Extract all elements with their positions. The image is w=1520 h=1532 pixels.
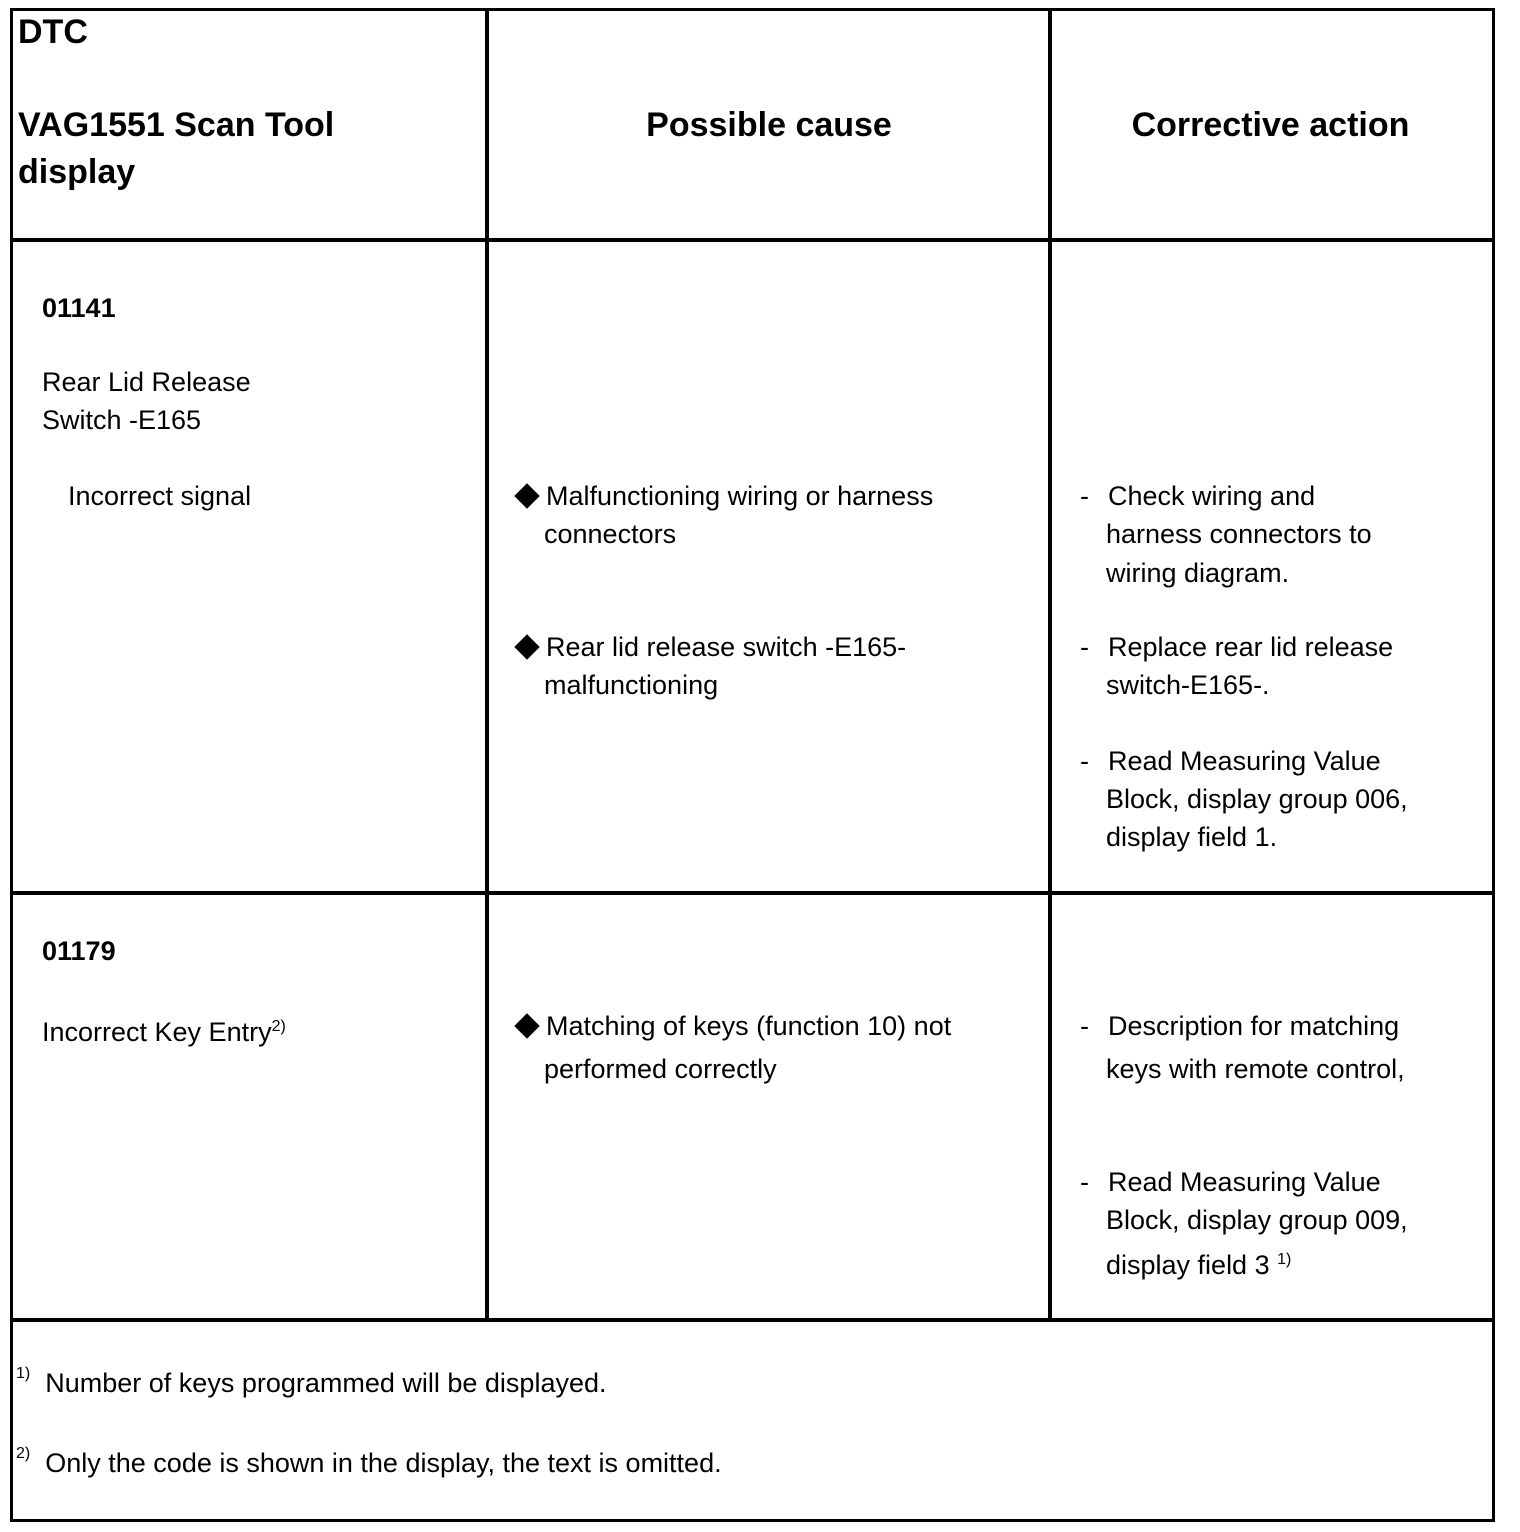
- action-text: harness connectors to: [1106, 519, 1372, 549]
- dtc-code: 01141: [42, 293, 116, 323]
- action-text: Replace rear lid release: [1108, 632, 1394, 662]
- cause-text: malfunctioning: [544, 670, 719, 700]
- header-corrective-action: Corrective action: [1131, 106, 1410, 144]
- action-text: display field 3 $^{1)}$: [1106, 1250, 1292, 1280]
- dash-bullet: -: [1080, 746, 1089, 776]
- action-text: keys with remote control,: [1106, 1054, 1405, 1084]
- dtc-fault-type: Incorrect signal: [68, 481, 252, 511]
- header-dtc: DTC: [18, 13, 88, 51]
- action-text: wiring diagram.: [1106, 558, 1290, 588]
- row-divider: [10, 891, 1492, 895]
- header-display: display: [18, 153, 136, 191]
- dtc-name: Incorrect Key Entry$^{2)}$: [42, 1017, 286, 1047]
- dash-bullet: -: [1080, 481, 1089, 511]
- footnote-1: $^{1)}$ Number of keys programmed will be displayed.: [16, 1365, 607, 1398]
- footnote-mark: 2): [16, 1445, 31, 1462]
- footnote-ref: 1): [1277, 1251, 1292, 1268]
- action-text: switch-E165-.: [1106, 670, 1270, 700]
- header-possible-cause: Possible cause: [646, 106, 892, 144]
- footnote-2: $^{2)}$ Only the code is shown in the display, the text is omitted.: [16, 1445, 722, 1478]
- column-divider-2: [1048, 10, 1052, 1320]
- cause-text: connectors: [544, 519, 677, 549]
- action-text: Description for matching: [1108, 1011, 1400, 1041]
- action-text: Read Measuring Value: [1108, 746, 1381, 776]
- action-text: Block, display group 009,: [1106, 1205, 1408, 1235]
- dash-bullet: -: [1080, 1167, 1089, 1197]
- action-text: display field 1.: [1106, 822, 1278, 852]
- cause-text: performed correctly: [544, 1054, 777, 1084]
- dtc-name: Switch -E165: [42, 405, 202, 435]
- header-divider: [10, 238, 1492, 242]
- header-scan-tool: VAG1551 Scan Tool: [18, 106, 335, 144]
- column-divider-1: [485, 10, 489, 1320]
- dash-bullet: -: [1080, 632, 1089, 662]
- action-text: Block, display group 006,: [1106, 784, 1408, 814]
- cause-text: Matching of keys (function 10) not: [546, 1011, 952, 1041]
- cause-text: Rear lid release switch -E165-: [546, 632, 907, 662]
- dtc-name: Rear Lid Release: [42, 367, 251, 397]
- action-text: Check wiring and: [1108, 481, 1316, 511]
- action-text: Read Measuring Value: [1108, 1167, 1381, 1197]
- footnote-divider: [10, 1318, 1492, 1322]
- dash-bullet: -: [1080, 1011, 1089, 1041]
- dtc-code: 01179: [42, 936, 116, 966]
- footnote-mark: 1): [16, 1365, 31, 1382]
- footnote-ref: 2): [271, 1018, 286, 1035]
- cause-text: Malfunctioning wiring or harness: [546, 481, 934, 511]
